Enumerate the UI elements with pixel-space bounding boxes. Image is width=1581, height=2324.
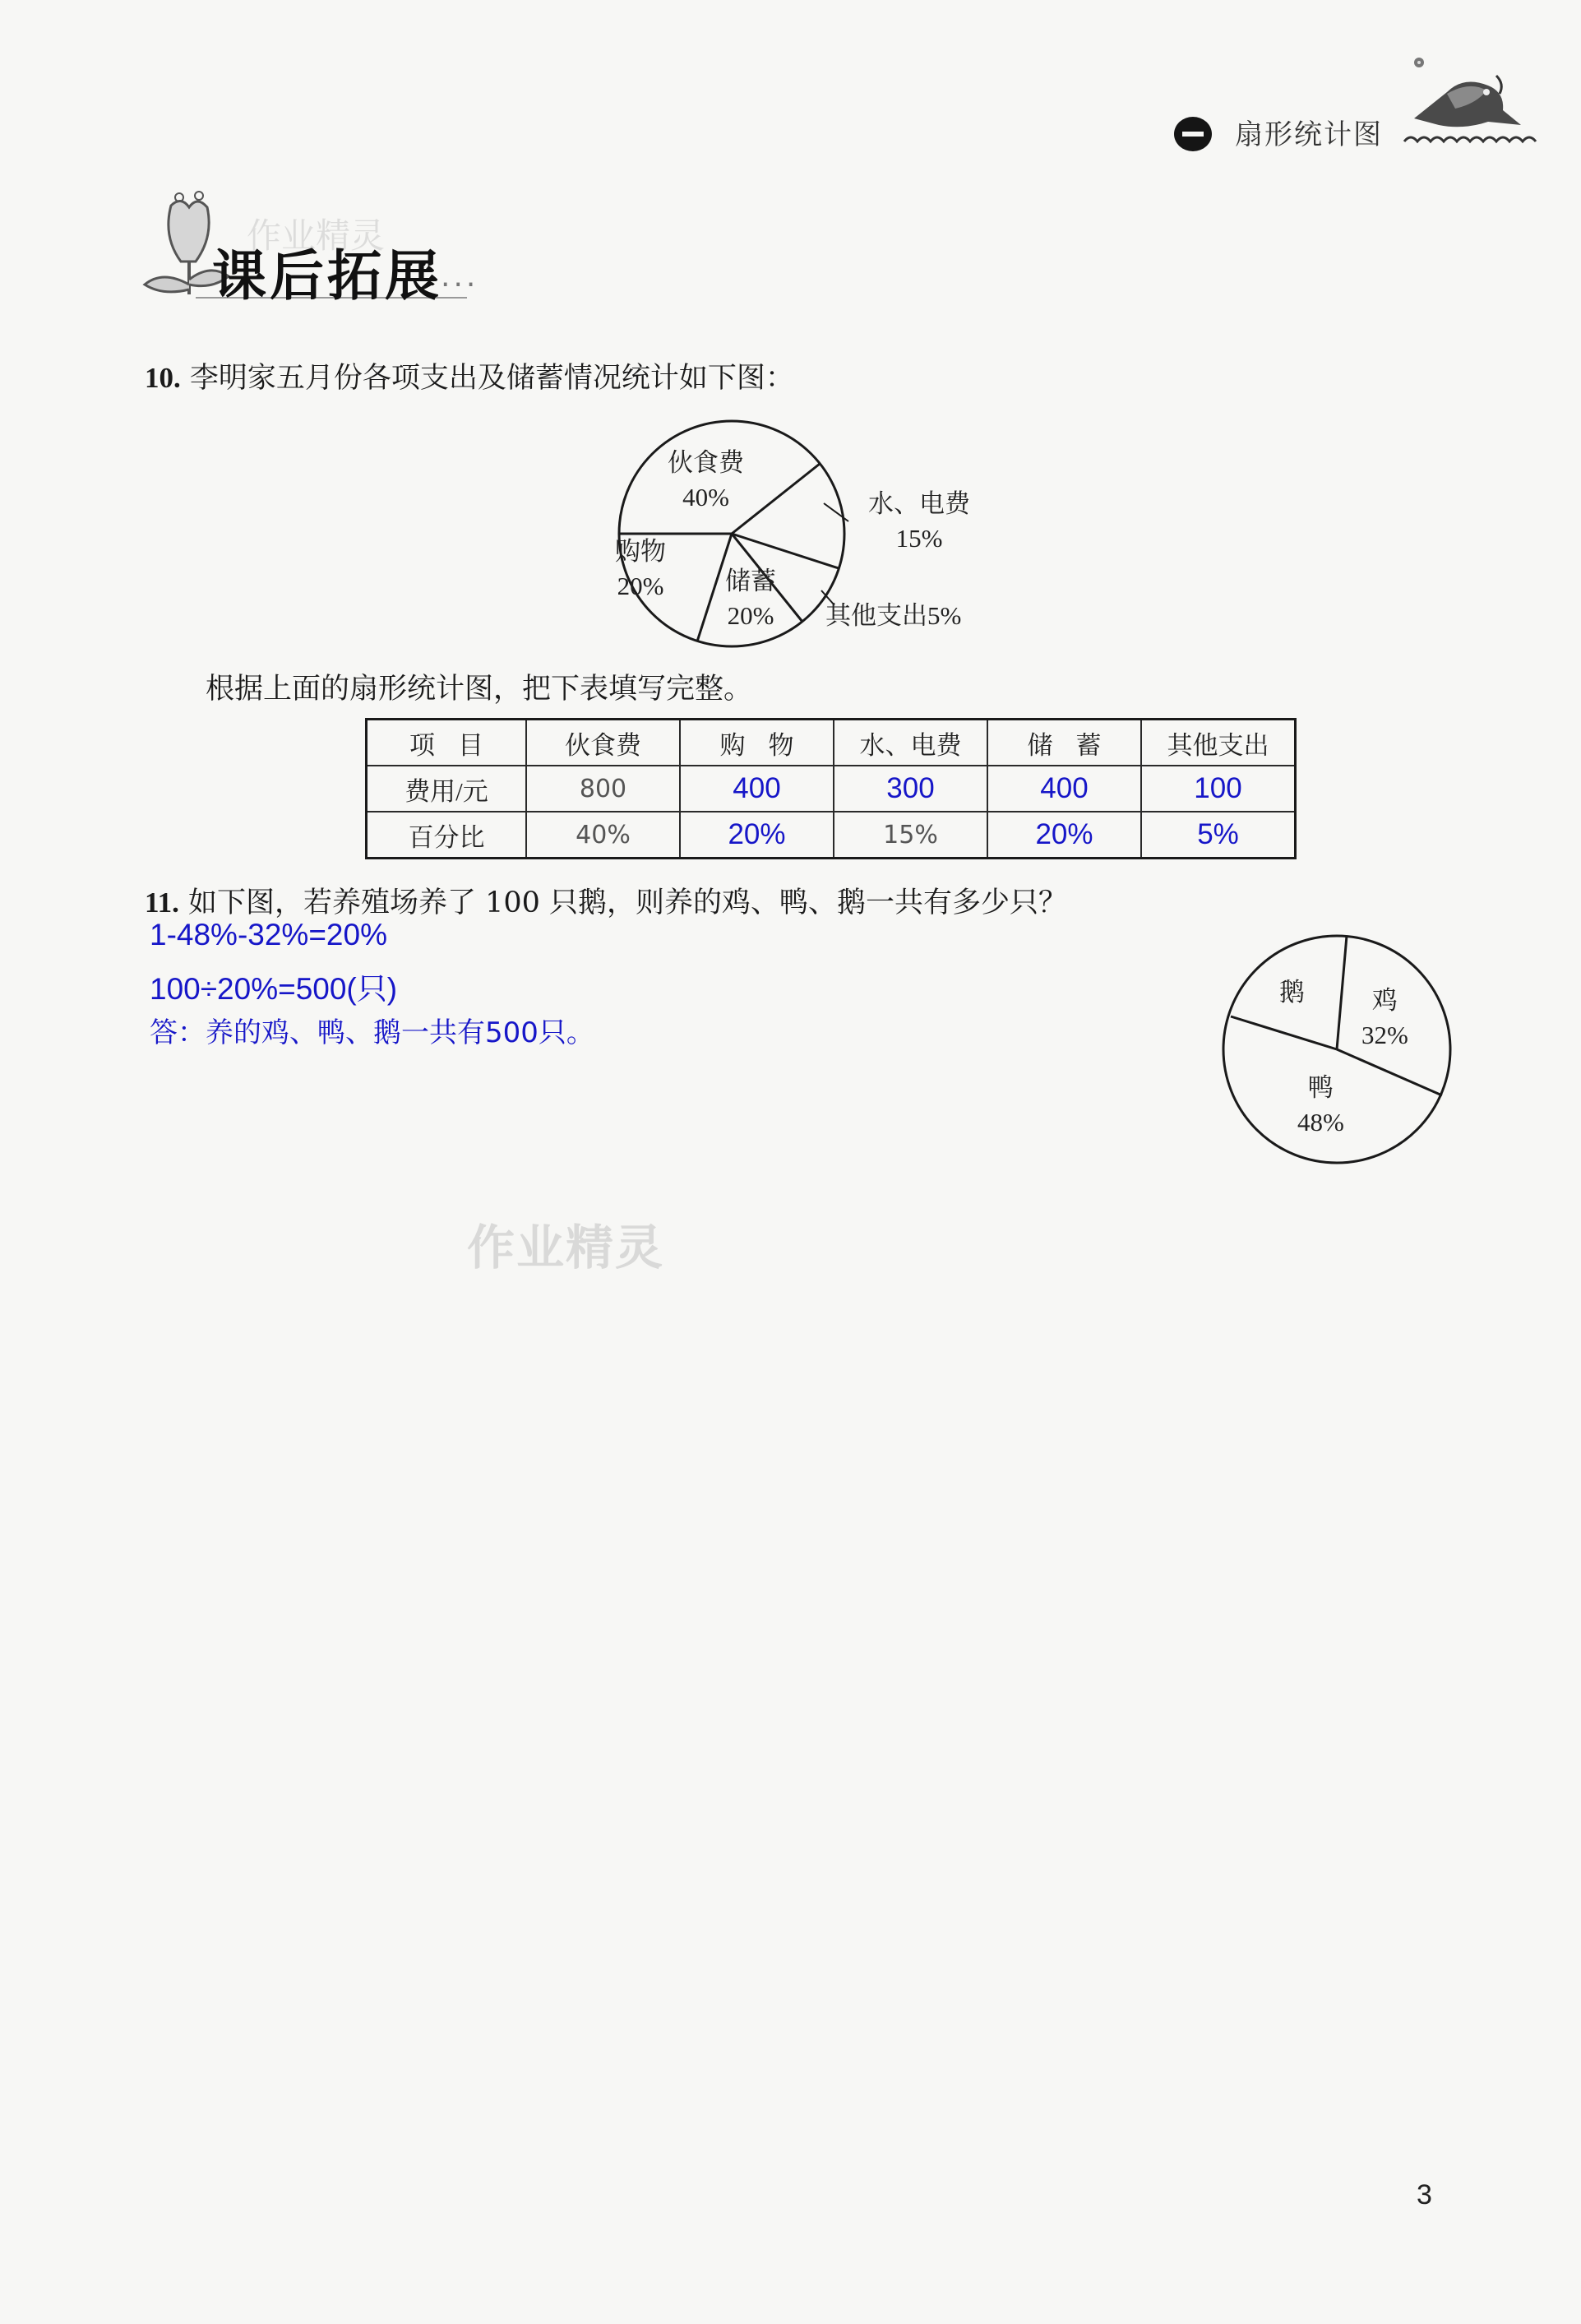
banner-dots: ... (441, 260, 479, 294)
table-row (367, 766, 1296, 812)
question-number: 11. (145, 887, 179, 919)
pie-label-shopping: 购物 20% (615, 537, 666, 600)
pie-label-duck: 鸭 48% (1297, 1073, 1344, 1137)
row-label: 百分比 (367, 812, 527, 859)
table-header-cell: 储蓄 (987, 720, 1141, 766)
pie-label-food: 伙食费 40% (668, 448, 744, 512)
pie-label-utilities: 水、电费 15% (868, 489, 970, 553)
handwritten-answer-line: 答：养的鸡、鸭、鹅一共有500只。 (150, 1016, 594, 1049)
table-header-cell: 购物 (680, 720, 834, 766)
answer-cell: 20% (680, 812, 834, 859)
answer-cell: 400 (987, 766, 1141, 812)
pie-divider (732, 464, 820, 534)
row-label: 费用/元 (367, 766, 527, 812)
question-instruction: 根据上面的扇形统计图，把下表填写完整。 (206, 673, 753, 706)
table-header-cell: 项目 (367, 720, 527, 766)
table-cell: 15% (834, 812, 987, 859)
watermark: 作业精灵 (467, 1220, 665, 1275)
pie-label-goose: 鹅 (1279, 978, 1305, 1007)
answer-cell: 20% (987, 812, 1141, 859)
table-row (367, 812, 1296, 859)
pie-divider (1337, 1049, 1442, 1095)
table-header-cell: 其他支出 (1141, 720, 1296, 766)
leader-line (824, 503, 848, 521)
question-text: 如下图，若养殖场养了 100 只鹅，则养的鸡、鸭、鹅一共有多少只？ (187, 887, 1068, 919)
bird-icon (1398, 51, 1546, 150)
handwritten-answer-line: 100÷20%=500(只) (150, 972, 398, 1006)
banner-title: 课后拓展 (212, 244, 442, 308)
answer-cell: 5% (1141, 812, 1296, 859)
pie-label-savings: 储蓄 20% (725, 567, 776, 630)
question-text: 李明家五月份各项支出及储蓄情况统计如下图： (189, 362, 794, 395)
page-number: 3 (1417, 2179, 1432, 2211)
pie-divider (1337, 936, 1347, 1049)
expense-table (365, 718, 1297, 859)
answer-cell: 400 (680, 766, 834, 812)
section-marker-dash (1182, 132, 1204, 137)
question-10 (145, 355, 794, 396)
pie-label-chicken: 鸡 32% (1361, 986, 1408, 1049)
section-title: 扇形统计图 (1235, 118, 1383, 151)
table-cell: 40% (526, 812, 680, 859)
answer-cell: 300 (834, 766, 987, 812)
question-number: 10. (145, 362, 181, 394)
pie-divider (1231, 1016, 1337, 1049)
answer-cell: 100 (1141, 766, 1296, 812)
pie-divider (732, 534, 839, 568)
table-cell: 800 (526, 766, 680, 812)
table-header-row (367, 720, 1296, 766)
handwritten-answer-line: 1-48%-32%=20% (150, 918, 387, 951)
table-header-cell: 伙食费 (526, 720, 680, 766)
table-header-cell: 水、电费 (834, 720, 987, 766)
banner-watermark: 作业精灵 (247, 215, 386, 256)
pie-label-other: 其他支出5% (825, 601, 962, 630)
question-11 (145, 880, 1067, 921)
